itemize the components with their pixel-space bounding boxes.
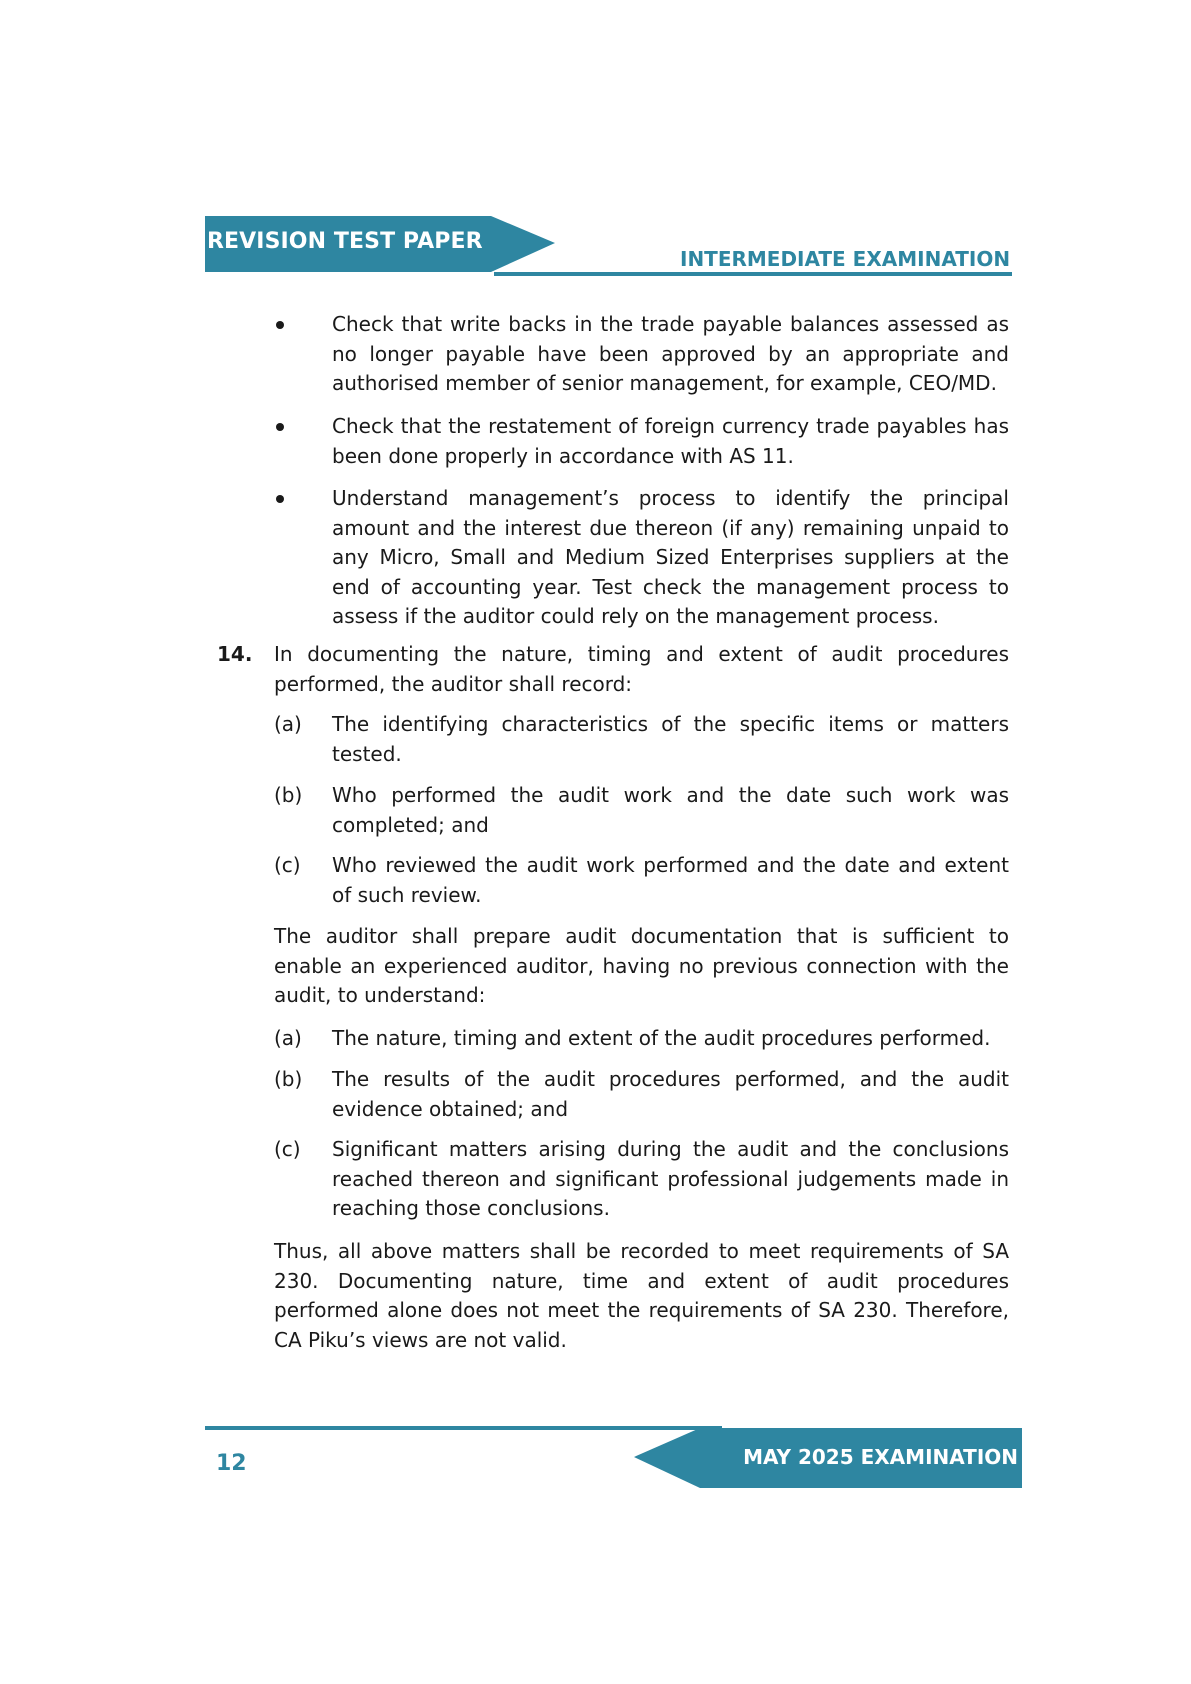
list-label: (b) — [274, 1067, 303, 1091]
list-item: Significant matters arising during the audit and the conclusions reached thereon and significant professional judgements made in reaching those conclusions. — [332, 1137, 1009, 1220]
list-item: The results of the audit procedures performed, and the audit evidence obtained; and — [332, 1067, 1009, 1121]
page-number: 12 — [216, 1451, 247, 1476]
list-label: (c) — [274, 1137, 301, 1161]
list-item: Who reviewed the audit work performed and the date and extent of such review. — [332, 853, 1009, 907]
bullet-item: Check that write backs in the trade payable balances assessed as no longer payable have been approved by an appropriate and authorised member of senior management, for example, CEO/MD. — [332, 312, 1009, 395]
bullet-marker — [276, 495, 284, 503]
list-label: (a) — [274, 712, 302, 736]
question-number: 14. — [217, 642, 253, 666]
question-intro: In documenting the nature, timing and extent of audit procedures performed, the auditor shall record: — [274, 642, 1009, 696]
list-label: (a) — [274, 1026, 302, 1050]
header-title: REVISION TEST PAPER — [207, 229, 483, 254]
header-rule — [494, 272, 1012, 276]
list-label: (c) — [274, 853, 301, 877]
list-label: (b) — [274, 783, 303, 807]
paragraph: The auditor shall prepare audit documentation that is sufficient to enable an experienced auditor, having no previous connection with the audit, to understand: — [274, 924, 1009, 1007]
list-item: Who performed the audit work and the date such work was completed; and — [332, 783, 1009, 837]
footer-exam-session: MAY 2025 EXAMINATION — [743, 1445, 1018, 1469]
bullet-marker — [276, 423, 284, 431]
bullet-marker — [276, 321, 284, 329]
list-item: The identifying characteristics of the specific items or matters tested. — [332, 712, 1009, 766]
list-item: The nature, timing and extent of the audit procedures performed. — [332, 1026, 991, 1050]
header-exam-name: INTERMEDIATE EXAMINATION — [680, 247, 1011, 271]
bullet-item: Understand management’s process to identify the principal amount and the interest due thereon (if any) remaining unpaid to any Micro, Small and Medium Sized Enterprises suppliers at the end of accounting year. Test check the management process to assess if the auditor could rely on the management process. — [332, 486, 1009, 628]
bullet-item: Check that the restatement of foreign currency trade payables has been done properly in accordance with AS 11. — [332, 414, 1009, 468]
conclusion-paragraph: Thus, all above matters shall be recorded to meet requirements of SA 230. Documenting nature, time and extent of audit procedures performed alone does not meet the requirements of SA 230. Therefore, CA Piku’s views are not valid. — [274, 1239, 1009, 1352]
